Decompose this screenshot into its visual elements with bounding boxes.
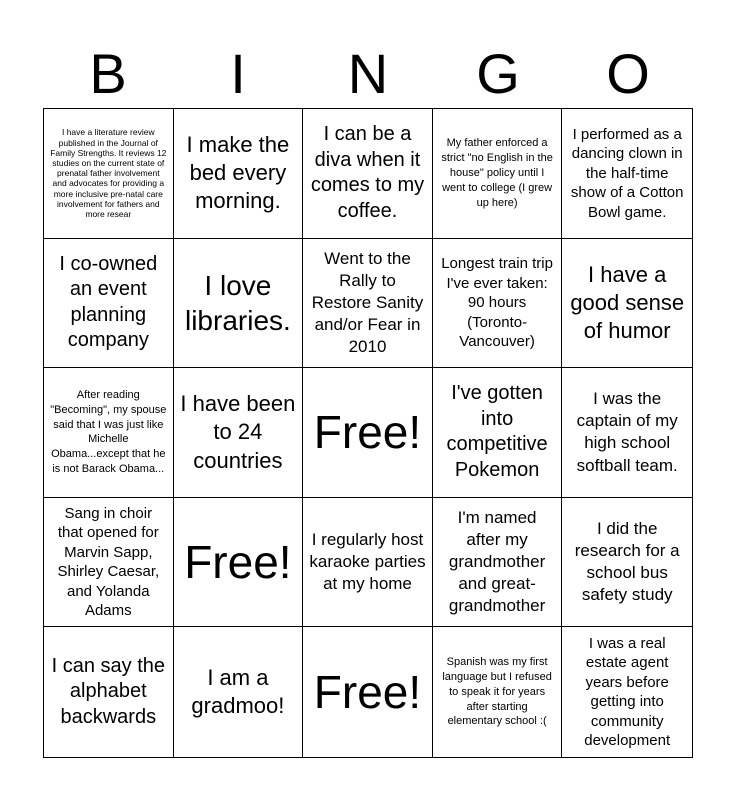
bingo-cell[interactable] (303, 239, 433, 369)
cell-text: I've gotten into competitive Pokemon (446, 382, 548, 482)
cell-text: I can be a diva when it comes to my coffee. (310, 123, 425, 222)
cell-text: After reading "Becoming", my spouse said that I was just like Michelle Obama...except that he is not Barack Obama... (50, 388, 167, 476)
bingo-cell[interactable] (174, 368, 304, 498)
bingo-cell[interactable] (562, 239, 692, 369)
bingo-cell[interactable] (44, 109, 174, 239)
cell-text: I love libraries. (184, 269, 291, 336)
cell-text: Longest train trip I've ever taken: 90 hours (Toronto-Vancouver) (441, 255, 553, 351)
free-space[interactable] (174, 498, 304, 628)
bingo-board (43, 108, 693, 758)
bingo-cell[interactable] (433, 368, 563, 498)
cell-text: I have a literature review published in the Journal of Family Strengths. It reviews 12 studies on the current state of prenatal father involvement and advocates for providing a more inclusive pre-natal care involvement for fathers and more resear (50, 127, 167, 219)
bingo-cell[interactable] (44, 239, 174, 369)
bingo-header (43, 40, 693, 108)
cell-text: Spanish was my first language but I refused to speak it for years after starting elementary school :( (442, 656, 552, 728)
bingo-cell[interactable] (44, 368, 174, 498)
cell-text: I have been to 24 countries (180, 391, 296, 473)
bingo-cell[interactable] (174, 109, 304, 239)
free-space[interactable] (303, 368, 433, 498)
bingo-cell[interactable] (303, 109, 433, 239)
cell-text: I can say the alphabet backwards (51, 654, 165, 728)
cell-text: Free! (313, 666, 422, 719)
cell-text: Free! (313, 406, 422, 459)
bingo-cell[interactable] (562, 627, 692, 757)
header-letter-i: I (230, 42, 246, 105)
bingo-cell[interactable] (562, 498, 692, 628)
cell-text: Went to the Rally to Restore Sanity and/or Fear in 2010 (311, 248, 424, 357)
cell-text: I was the captain of my high school softball team. (576, 389, 678, 475)
bingo-cell[interactable] (433, 627, 563, 757)
header-letter-b: B (89, 42, 127, 105)
cell-text: I make the bed every morning. (186, 132, 290, 214)
cell-text: I performed as a dancing clown in the half-time show of a Cotton Bowl game. (570, 125, 684, 221)
cell-text: My father enforced a strict "no English in the house" policy until I went to college (I grew up here) (441, 137, 553, 209)
bingo-cell[interactable] (174, 239, 304, 369)
cell-text: I co-owned an event planning company (59, 252, 158, 352)
cell-text: Free! (184, 536, 292, 589)
bingo-cell[interactable] (433, 239, 563, 369)
bingo-cell[interactable] (44, 498, 174, 628)
header-letter-n: N (347, 42, 389, 105)
cell-text: I am a gradmoo! (191, 665, 285, 719)
cell-text: I was a real estate agent years before getting into community development (584, 634, 671, 750)
bingo-cell[interactable] (44, 627, 174, 757)
cell-text: I have a good sense of humor (570, 261, 685, 343)
bingo-cell[interactable] (433, 109, 563, 239)
cell-text: Sang in choir that opened for Marvin Sapp, Shirley Caesar, and Yolanda Adams (57, 504, 160, 620)
bingo-cell[interactable] (303, 498, 433, 628)
bingo-cell[interactable] (433, 498, 563, 628)
free-space[interactable] (303, 627, 433, 757)
header-letter-o: O (606, 42, 650, 105)
cell-text: I did the research for a school bus safety study (574, 518, 680, 605)
cell-text: I regularly host karaoke parties at my home (309, 529, 426, 594)
bingo-cell[interactable] (174, 627, 304, 757)
cell-text: I'm named after my grandmother and great-grandmother (448, 507, 546, 616)
header-letter-g: G (476, 42, 520, 105)
bingo-cell[interactable] (562, 368, 692, 498)
bingo-cell[interactable] (562, 109, 692, 239)
